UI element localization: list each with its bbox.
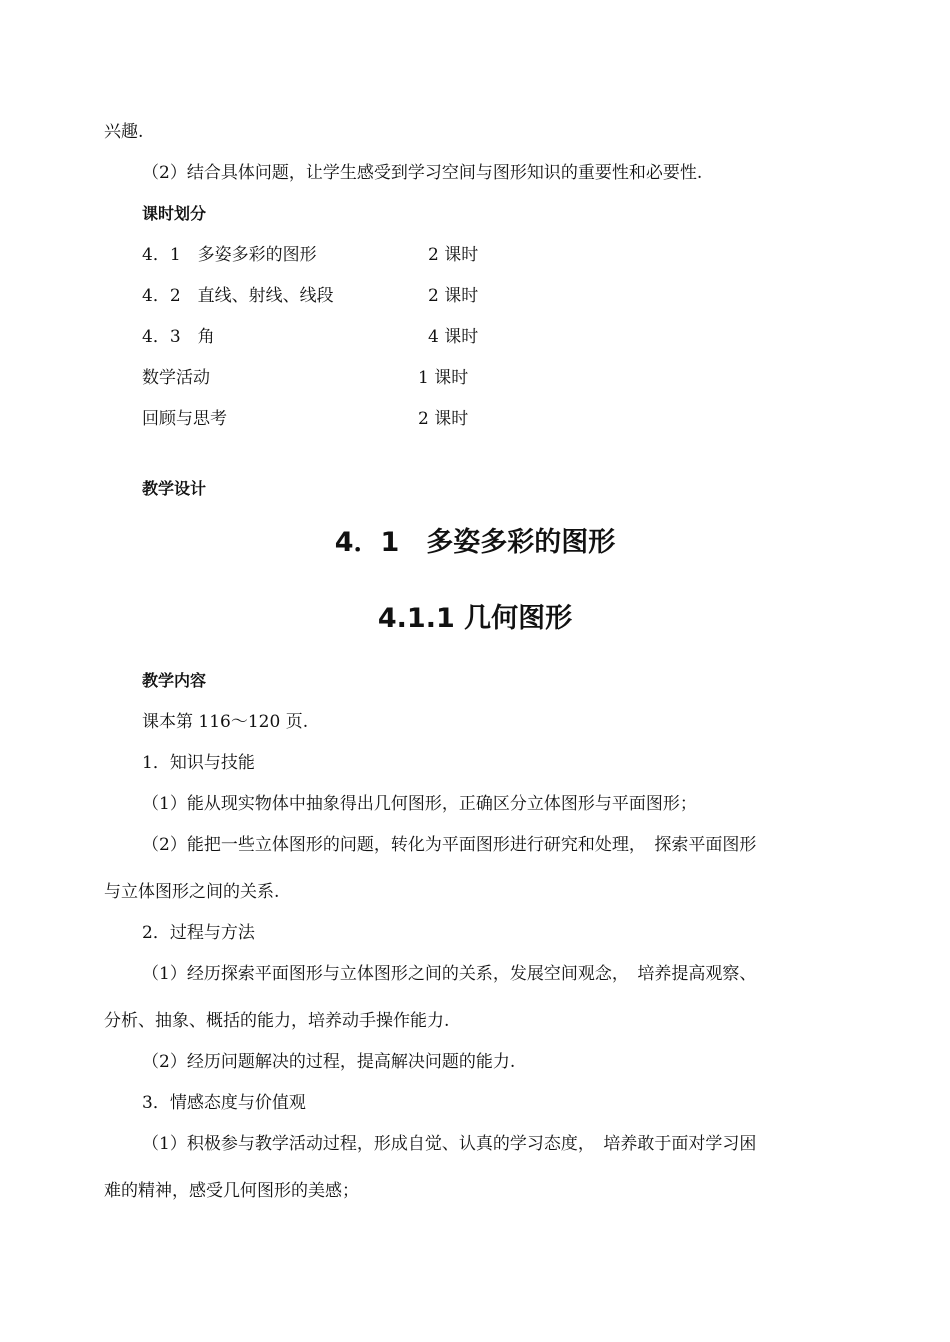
intro-line-1: 兴趣.: [104, 122, 144, 142]
schedule-row-hours: 1 课时: [418, 368, 469, 388]
content-heading: 教学内容: [142, 671, 207, 690]
schedule-row-name: 回顾与思考: [142, 409, 227, 429]
process-item-2: （2）经历问题解决的过程，提高解决问题的能力.: [142, 1052, 516, 1072]
schedule-heading: 课时划分: [142, 204, 207, 223]
process-item-1-line-2: 分析、抽象、概括的能力，培养动手操作能力.: [104, 1011, 450, 1031]
knowledge-item-1: （1）能从现实物体中抽象得出几何图形，正确区分立体图形与平面图形；: [142, 794, 697, 814]
design-heading: 教学设计: [142, 479, 207, 498]
schedule-row-name: 4．1 多姿多彩的图形: [142, 245, 317, 265]
knowledge-title: 1．知识与技能: [142, 753, 255, 773]
schedule-row-name: 4．2 直线、射线、线段: [142, 286, 334, 306]
schedule-row-name: 数学活动: [142, 368, 210, 388]
section-title: 4．1 多姿多彩的图形: [334, 527, 616, 558]
schedule-row-hours: 4 课时: [428, 327, 479, 347]
process-title: 2．过程与方法: [142, 923, 255, 943]
schedule-row-hours: 2 课时: [428, 245, 479, 265]
process-item-1-line-1: （1）经历探索平面图形与立体图形之间的关系，发展空间观念， 培养提高观察、: [142, 964, 757, 984]
schedule-row-hours: 2 课时: [428, 286, 479, 306]
emotion-item-1-line-2: 难的精神，感受几何图形的美感；: [104, 1181, 359, 1201]
intro-line-2: （2）结合具体问题，让学生感受到学习空间与图形知识的重要性和必要性.: [142, 163, 703, 183]
emotion-item-1-line-1: （1）积极参与教学活动过程，形成自觉、认真的学习态度， 培养敢于面对学习困: [142, 1134, 757, 1154]
textbook-pages: 课本第 116～120 页.: [142, 712, 309, 732]
knowledge-item-2-line-2: 与立体图形之间的关系.: [104, 882, 280, 902]
subsection-title: 4.1.1 几何图形: [377, 603, 573, 634]
knowledge-item-2-line-1: （2）能把一些立体图形的问题，转化为平面图形进行研究和处理， 探索平面图形: [142, 835, 757, 855]
emotion-title: 3．情感态度与价值观: [142, 1093, 306, 1113]
schedule-row-hours: 2 课时: [418, 409, 469, 429]
schedule-row-name: 4．3 角: [142, 327, 215, 347]
